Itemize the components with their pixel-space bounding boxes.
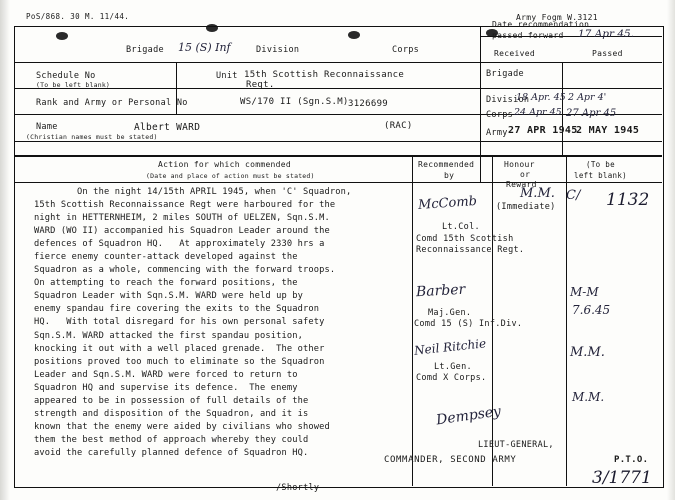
signature-2-rank: Maj.Gen. [428, 308, 472, 318]
division-row-label: Division [486, 95, 530, 105]
citation-line: Squadron as a whole, commencing with the forward troops. [34, 265, 336, 276]
citation-text [34, 186, 404, 460]
award-handwritten: M.M. [520, 186, 555, 201]
citation-line: knocking it out with a well placed grenade. The other [34, 343, 325, 354]
army-received-value: 27 APR 1945 [508, 125, 578, 136]
rule [14, 182, 662, 183]
citation-line: defences of Squadron HQ. At approximately 2330 hrs a [34, 239, 325, 250]
schedule-note: (To be left blank) [36, 81, 111, 89]
citation-line: Sqn.S.M. WARD attacked the first spandau position, [34, 330, 304, 341]
corps-received-value: 24 Apr 45 [514, 107, 562, 118]
blank-column-mark: C/ [566, 188, 581, 203]
name-label: Name [36, 122, 58, 132]
action-column-title: Action for which commended [158, 160, 292, 169]
signature-1: McComb [417, 193, 478, 214]
personal-number: 3126699 [348, 99, 389, 109]
citation-line: known that the enemy were aided by civilians who showed [34, 421, 330, 432]
signature-1-command-2: Reconnaissance Regt. [416, 245, 525, 255]
brigade-label: Brigade [126, 45, 164, 55]
name-value: Albert WARD [134, 122, 201, 133]
signature-2: Barber [415, 281, 466, 301]
citation-line: Leader and Sqn.S.M. WARD were forced to return to [34, 369, 298, 380]
citation-line: strength and disposition of the Squadron, and it is [34, 408, 309, 419]
citation-line: On the night 14/15th APRIL 1945, when 'C' Squadron, [34, 187, 352, 197]
rule [14, 88, 662, 89]
citation-line: appeared to be in possession of full details of the [34, 395, 309, 406]
reference-number: 1132 [606, 190, 650, 210]
pto-marker: P.T.O. [614, 455, 649, 465]
date-recommendation-label-1: Date recommendation [492, 20, 590, 29]
unit-label: Unit [216, 71, 238, 81]
citation-line: WARD (WO II) accompanied his Squadron Leader around the [34, 226, 330, 237]
rule-thick [14, 155, 662, 157]
award-initials: M-M [570, 285, 599, 299]
recommended-by-label: Recommended [418, 160, 475, 169]
rule [14, 114, 662, 115]
signature-3: Neil Ritchie [413, 336, 487, 358]
date-recommendation-value: 17 Apr 45. [578, 28, 635, 40]
bottom-reference-number: 3/1771 [592, 468, 652, 488]
citation-line: HQ. With total disregard for his own personal safety [34, 317, 325, 328]
rank-value: WS/170 II (Sgn.S.M) [240, 97, 349, 107]
citation-line: positions proved too much to eliminate so the Squadron [34, 356, 325, 367]
honour-label-2: or [520, 170, 531, 179]
action-column-subtitle: (Date and place of action must be stated) [146, 172, 315, 180]
signature-3-command: Comd X Corps. [416, 373, 487, 383]
brigade-row-label: Brigade [486, 69, 524, 79]
date-recommendation-label-2: passed forward [492, 31, 564, 40]
received-label: Received [494, 49, 535, 58]
form-code: PoS/868. 30 M. 11/44. [26, 12, 130, 21]
immediate-note: (Immediate) [496, 202, 556, 212]
citation-line: On attempting to reach the forward positions, the [34, 278, 298, 289]
scan-edge-right [667, 0, 675, 500]
citation-line: 15th Scottish Reconnaissance Regt were harboured for the [34, 200, 336, 211]
vrule [562, 62, 563, 155]
citation-line: enemy spandau fire covering the exits to the Squadron [34, 304, 320, 315]
army-row-label: Army [486, 128, 508, 138]
signature-1-rank: Lt.Col. [442, 222, 480, 232]
continuation-marker: /Shortly [276, 483, 320, 493]
corps-label: Corps [392, 45, 420, 55]
unit-value-2: Regt. [246, 80, 275, 90]
citation-line: them the best method of approach whereby they could [34, 434, 309, 445]
citation-line: fierce enemy counter-attack developed against the [34, 252, 298, 263]
vrule [566, 155, 567, 486]
brigade-value: 15 (S) Inf [178, 41, 231, 54]
recommended-by-label-2: by [444, 171, 455, 180]
citation-line: Squadron HQ and supervise its defence. The enemy [34, 382, 298, 393]
signature-3-rank: Lt.Gen. [434, 362, 472, 372]
signature-4-command: COMMANDER, SECOND ARMY [384, 455, 517, 465]
blank-label-2: left blank) [574, 171, 627, 180]
signature-4: Dempsey [435, 403, 502, 429]
corps-branch: (RAC) [384, 121, 413, 131]
citation-line: night in HETTERNHEIM, 2 miles SOUTH of UELZEN, Sqn.S.M. [34, 213, 330, 224]
rule [14, 62, 662, 63]
corps-row-label: Corps [486, 110, 514, 120]
vrule [176, 62, 177, 88]
signature-4-rank: LIEUT-GENERAL, [478, 440, 554, 450]
name-note: (Christian names must be stated) [26, 133, 158, 141]
scan-edge-left [0, 0, 10, 500]
signature-2-command: Comd 15 (S) Inf.Div. [414, 319, 523, 329]
schedule-label: Schedule No [36, 71, 96, 81]
honour-label-3: Reward [506, 180, 537, 189]
citation-line: avoid the carefully planned defence of Squadron HQ. [34, 447, 309, 458]
army-form-number: Army Fogm W.3121 [516, 13, 598, 22]
passed-label: Passed [592, 49, 623, 58]
division-received-value: 18 Apr. 45 [516, 92, 566, 103]
citation-line: Squadron Leader with Sqn.S.M. WARD were held up by [34, 291, 304, 302]
honour-label-1: Honour [504, 160, 535, 169]
award-mm-corps: M.M. [570, 345, 605, 360]
blank-label-1: (To be [586, 160, 615, 169]
army-passed-value: 2 MAY 1945 [576, 125, 640, 136]
corps-passed-value: 27 Apr 45 [566, 108, 617, 119]
vrule [480, 26, 481, 182]
rule [14, 141, 662, 142]
signature-1-command-1: Comd 15th Scottish [416, 234, 514, 244]
award-date: 7.6.45 [572, 303, 611, 317]
division-passed-value: 2 Apr 4' [568, 92, 607, 103]
division-label: Division [256, 45, 300, 55]
unit-value: 15th Scottish Reconnaissance [244, 70, 405, 80]
rank-label: Rank and Army or Personal No [36, 98, 188, 108]
award-mm-army: M.M. [572, 390, 605, 404]
